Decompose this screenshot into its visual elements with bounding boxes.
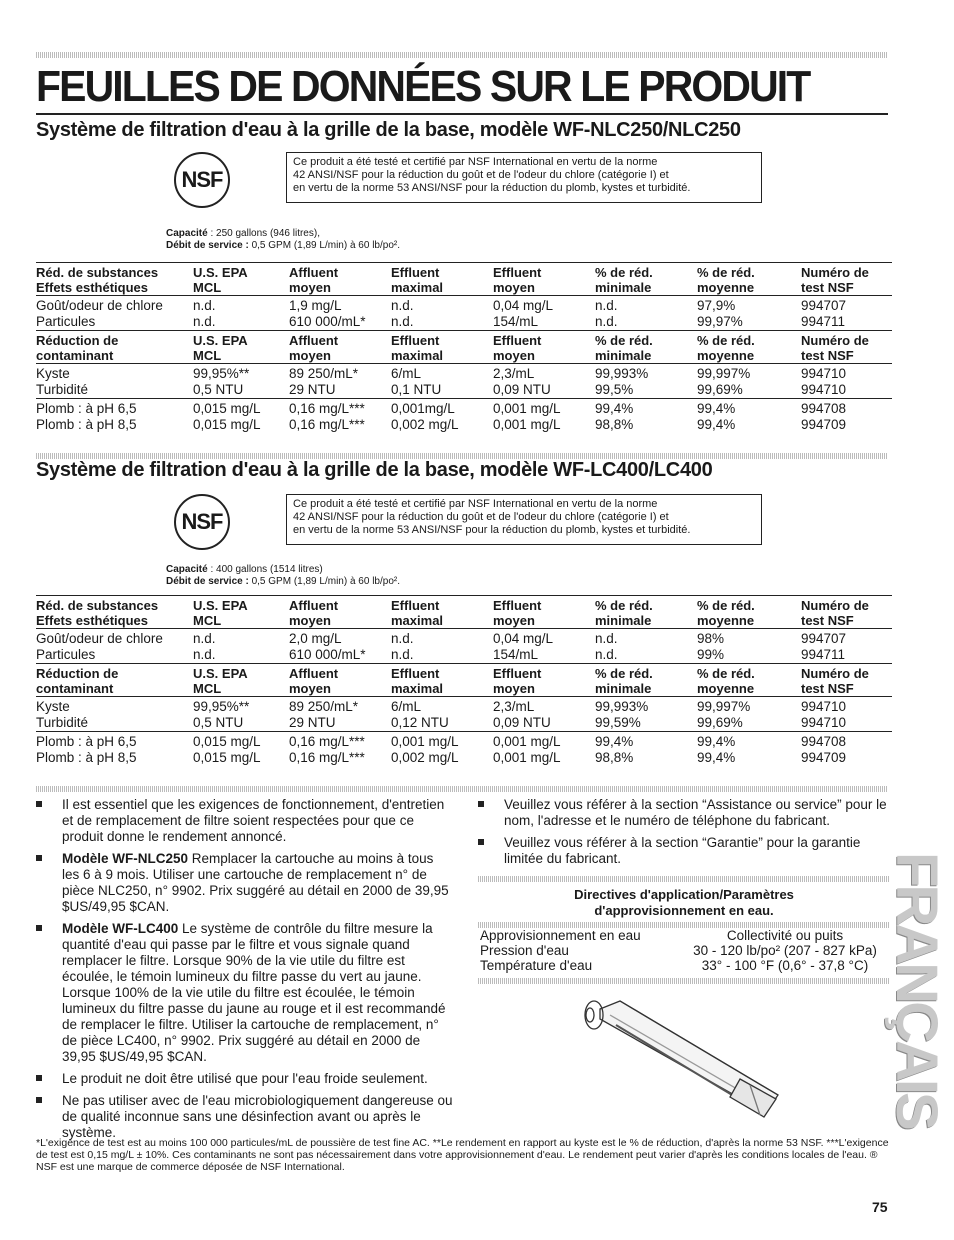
flow-label: Débit de service : (166, 240, 249, 251)
table-cell: Particules (36, 314, 96, 329)
nsf-certification-notice (286, 152, 762, 203)
table-cell: 0,001 mg/L (493, 732, 595, 751)
directive-value: 33° - 100 °F (0,6° - 37,8 °C) (701, 958, 869, 973)
capacity-value: : 250 gallons (946 litres), (207, 228, 320, 239)
table-cell: 0,001 mg/L (493, 399, 595, 418)
bullet-square-icon (36, 1097, 42, 1103)
table-end-hatch (36, 786, 888, 792)
table-cell: n.d. (193, 296, 289, 315)
notice-line: en vertu de la norme 53 ANSI/NSF pour la réduction du plomb, kystes et turbidité. (293, 524, 691, 536)
header-cell: Numéro de test NSF (801, 331, 892, 364)
nsf-logo (174, 152, 230, 208)
notice-line: Ce produit a été testé et certifié par NSF International en vertu de la norme (293, 156, 658, 168)
performance-table-nlc250 (36, 262, 892, 433)
table-row (36, 647, 892, 664)
header-cell: Numéro de test NSF (801, 263, 892, 296)
bullet-bold-lead: Modèle WF-NLC250 (62, 851, 189, 866)
table-row (36, 732, 892, 751)
table-cell: 0,015 mg/L (193, 732, 289, 751)
header-cell: Affluent moyen (289, 263, 391, 296)
bullet-text: Veuillez vous référer à la section “Garantie” pour la garantie limitée du fabricant. (504, 835, 861, 866)
table-row (36, 697, 892, 716)
table-cell: 99,4% (697, 417, 736, 432)
directives-table (480, 928, 890, 973)
table-row (36, 296, 892, 315)
table-cell: 994709 (801, 417, 847, 432)
directive-label: Pression d'eau (480, 943, 569, 958)
table-row (36, 715, 892, 732)
directives-title-line: d'approvisionnement en eau. (594, 903, 774, 918)
header-cell: % de réd. minimale (595, 664, 697, 697)
table-cell: 0,16 mg/L*** (289, 732, 391, 751)
header-cell: U.S. EPA MCL (193, 664, 289, 697)
header-cell: Réd. de substances Effets esthétiques (36, 263, 193, 296)
footnote: *L'exigence de test est au moins 100 000 particules/mL de poussière de test fine AC. **Le rendement en rapport au kyste est le % de réduction, d'après la norme 53 NSF. ***L'exigence de test est 0,15 mg/L ± 10%. Ces contaminants ne sont pas nécessairement dans votre approvisionnement d'eau. Le rendement peut varier d'après les conditions locales de l'eau. ® NSF est une marque de commerce déposée de NSF International. (36, 1137, 889, 1173)
table-cell: 99,95%** (193, 364, 289, 383)
table-cell: 99,997% (697, 697, 801, 716)
table-cell: 994707 (801, 629, 892, 648)
notice-line: Ce produit a été testé et certifié par NSF International en vertu de la norme (293, 498, 658, 510)
table-cell: n.d. (595, 647, 618, 662)
directive-label: Approvisionnement en eau (480, 928, 641, 943)
table-row (36, 364, 892, 383)
bullet-text: Le produit ne doit être utilisé que pour l'eau froide seulement. (62, 1071, 428, 1086)
table-cell: n.d. (391, 296, 493, 315)
table-cell: 6/mL (391, 364, 493, 383)
header-cell: % de réd. minimale (595, 596, 697, 629)
table-cell: 29 NTU (289, 382, 336, 397)
table-cell: n.d. (193, 647, 216, 662)
header-cell: Affluent moyen (289, 331, 391, 364)
table-cell: 994708 (801, 399, 892, 418)
capacity-info (166, 228, 400, 252)
table-cell: 0,09 NTU (493, 382, 551, 397)
table-header-row (36, 263, 892, 296)
table-cell: 0,002 mg/L (391, 750, 459, 765)
table-cell: Turbidité (36, 382, 89, 397)
bullet-item (36, 851, 454, 915)
notes-right-column (478, 797, 890, 873)
table-cell: 99,97% (697, 314, 743, 329)
bullet-item (36, 921, 454, 1065)
top-hatch-rule (36, 52, 888, 58)
table-cell: Particules (36, 647, 96, 662)
table-cell: Goût/odeur de chlore (36, 296, 193, 315)
table-cell: n.d. (391, 314, 414, 329)
header-cell: Effluent maximal (391, 263, 493, 296)
directives-title-line: Directives d'application/Paramètres (574, 887, 794, 902)
directive-row (480, 943, 890, 958)
nsf-certification-notice (286, 494, 762, 545)
table-row (36, 417, 892, 433)
header-cell: Effluent maximal (391, 331, 493, 364)
directive-value: 30 - 120 lb/po² (207 - 827 kPa) (693, 943, 877, 958)
table-row (36, 314, 892, 331)
header-cell: Effluent maximal (391, 596, 493, 629)
header-cell: % de réd. minimale (595, 263, 697, 296)
bullet-item (36, 1071, 454, 1087)
table-cell: n.d. (595, 629, 697, 648)
bullet-text: Veuillez vous référer à la section “Assistance ou service” pour le nom, l'adresse et le numéro de téléphone du fabricant. (504, 797, 887, 828)
table-cell: 0,5 NTU (193, 715, 244, 730)
table-cell: 0,04 mg/L (493, 296, 595, 315)
nsf-logo (174, 494, 230, 550)
table-cell: 0,001 mg/L (391, 732, 493, 751)
directive-value: Collectivité ou puits (726, 928, 844, 943)
table-cell: 0,001mg/L (391, 399, 493, 418)
bullet-text: Ne pas utiliser avec de l'eau microbiologiquement dangereuse ou de qualité inconnue sans une désinfection avant ou après le système. (62, 1093, 453, 1140)
table-cell: 99,5% (595, 382, 634, 397)
header-cell: Réduction de contaminant (36, 331, 193, 364)
header-cell: % de réd. moyenne (697, 263, 801, 296)
directive-row (480, 928, 890, 943)
table-cell: 98,8% (595, 750, 634, 765)
notice-line: en vertu de la norme 53 ANSI/NSF pour la réduction du plomb, kystes et turbidité. (293, 182, 691, 194)
section-title-lc400: Système de filtration d'eau à la grille de la base, modèle WF-LC400/LC400 (36, 459, 713, 481)
table-row (36, 399, 892, 418)
bullet-item (478, 797, 890, 829)
capacity-value: : 400 gallons (1514 litres) (207, 564, 323, 575)
header-cell: Effluent moyen (493, 664, 595, 697)
table-cell: 0,002 mg/L (391, 417, 459, 432)
table-row (36, 750, 892, 766)
header-cell: Numéro de test NSF (801, 596, 892, 629)
table-cell: 0,015 mg/L (193, 417, 261, 432)
table-cell: 154/mL (493, 314, 539, 329)
table-cell: n.d. (595, 314, 618, 329)
capacity-label: Capacité (166, 564, 208, 575)
table-cell: 98,8% (595, 417, 634, 432)
directives-top-hatch (478, 876, 890, 882)
header-cell: % de réd. moyenne (697, 331, 801, 364)
section-title-nlc250: Système de filtration d'eau à la grille de la base, modèle WF-NLC250/NLC250 (36, 119, 741, 141)
capacity-label: Capacité (166, 228, 208, 239)
table-cell: 0,16 mg/L*** (289, 399, 391, 418)
header-cell: Effluent maximal (391, 664, 493, 697)
table-cell: 994710 (801, 364, 892, 383)
header-cell: U.S. EPA MCL (193, 263, 289, 296)
table-cell: 2,0 mg/L (289, 629, 391, 648)
table-cell: n.d. (193, 629, 289, 648)
table-cell: 154/mL (493, 647, 539, 662)
directives-bottom-hatch (478, 978, 890, 984)
table-cell: 610 000/mL* (289, 647, 366, 662)
bullet-square-icon (36, 1075, 42, 1081)
capacity-info (166, 564, 400, 588)
bullet-square-icon (478, 801, 484, 807)
table-cell: 994710 (801, 697, 892, 716)
table-cell: 994708 (801, 732, 892, 751)
header-cell: Affluent moyen (289, 596, 391, 629)
notice-line: 42 ANSI/NSF pour la réduction du goût et de l'odeur du chlore (catégorie I) et (293, 511, 669, 523)
table-cell: 0,04 mg/L (493, 629, 595, 648)
table-cell: 99,4% (697, 732, 801, 751)
table-cell: n.d. (391, 629, 493, 648)
header-cell: Réduction de contaminant (36, 664, 193, 697)
table-cell: 99,59% (595, 715, 641, 730)
table-cell: 99,4% (697, 750, 736, 765)
table-cell: 89 250/mL* (289, 697, 391, 716)
table-cell: 2,3/mL (493, 697, 595, 716)
table-header-row (36, 596, 892, 629)
header-cell: Affluent moyen (289, 664, 391, 697)
table-cell: 994709 (801, 750, 847, 765)
table-cell: 99,997% (697, 364, 801, 383)
table-cell: 0,015 mg/L (193, 750, 261, 765)
table-cell: 994710 (801, 715, 847, 730)
nsf-logo-text: NSF (181, 509, 223, 534)
performance-table-lc400 (36, 595, 892, 766)
table-cell: 0,1 NTU (391, 382, 442, 397)
header-cell: % de réd. moyenne (697, 664, 801, 697)
table-cell: 0,16 mg/L*** (289, 750, 365, 765)
directives-title (478, 887, 890, 919)
notice-line: 42 ANSI/NSF pour la réduction du goût et de l'odeur du chlore (catégorie I) et (293, 169, 669, 181)
table-cell: 0,001 mg/L (493, 417, 561, 432)
page-number: 75 (872, 1199, 888, 1215)
table-cell: 99,993% (595, 364, 697, 383)
table-cell: 99% (697, 647, 725, 662)
table-cell: 99,4% (595, 399, 697, 418)
notes-left-column (36, 797, 454, 1147)
table-cell: 98% (697, 629, 801, 648)
table-cell: 99,4% (697, 399, 801, 418)
table-cell: 0,09 NTU (493, 715, 551, 730)
bullet-text: Remplacer la cartouche au moins à tous les 6 à 9 mois. Utiliser une cartouche de remplacement n° de pièce NLC250, n° 9902. Prix suggéré au détail en 2000 de 39,95 $US/49,95 $CAN. (62, 851, 449, 914)
table-cell: Turbidité (36, 715, 89, 730)
table-cell: 99,993% (595, 697, 697, 716)
table-cell: 0,12 NTU (391, 715, 449, 730)
table-header-row (36, 331, 892, 364)
table-cell: 610 000/mL* (289, 314, 366, 329)
table-cell: 0,16 mg/L*** (289, 417, 365, 432)
bullet-bold-lead: Modèle WF-LC400 (62, 921, 179, 936)
table-cell: 99,95%** (193, 697, 289, 716)
table-cell: 0,001 mg/L (493, 750, 561, 765)
header-cell: % de réd. minimale (595, 331, 697, 364)
table-cell: Goût/odeur de chlore (36, 629, 193, 648)
language-side-tab: FRANÇAIS (884, 852, 949, 1128)
table-cell: 99,69% (697, 382, 743, 397)
flow-label: Débit de service : (166, 576, 249, 587)
table-cell: 6/mL (391, 697, 493, 716)
table-cell: n.d. (391, 647, 414, 662)
table-cell: Kyste (36, 697, 193, 716)
header-cell: Réd. de substances Effets esthétiques (36, 596, 193, 629)
directive-label: Température d'eau (480, 958, 593, 973)
table-cell: Plomb : à pH 8,5 (36, 417, 137, 432)
filter-cartridge-illustration (580, 995, 790, 1125)
bullet-text: Il est essentiel que les exigences de fonctionnement, d'entretien et de remplacement de filtre soient respectées pour que ce produit donne le rendement annoncé. (62, 797, 445, 844)
table-cell: Plomb : à pH 8,5 (36, 750, 137, 765)
table-cell: Plomb : à pH 6,5 (36, 399, 193, 418)
table-cell: 1,9 mg/L (289, 296, 391, 315)
header-cell: Effluent moyen (493, 263, 595, 296)
table-cell: 994711 (801, 647, 846, 662)
header-cell: Numéro de test NSF (801, 664, 892, 697)
table-row (36, 382, 892, 399)
bullet-item (478, 835, 890, 867)
table-cell: n.d. (193, 314, 216, 329)
table-row (36, 629, 892, 648)
table-cell: 29 NTU (289, 715, 336, 730)
bullet-text: Le système de contrôle du filtre mesure la quantité d'eau qui passe par le filtre et vous signale quand remplacer le filtre. Lorsque 90% de la vie utile du filtre est écoulée, le témoin lumineux du filtre passe du vert au jaune. Lorsque 100% de la vie utile du filtre est écoulée, le témoin lumineux du filtre passe du jaune au rouge et il est recommandé de remplacer le filtre. Utiliser la cartouche de remplacement, n° de pièce LC400, n° 9902. Prix suggéré au détail en 2000 de 39,95 $US/49,95 $CAN. (62, 921, 446, 1064)
table-cell: Kyste (36, 364, 193, 383)
table-cell: 994707 (801, 296, 892, 315)
page-title: FEUILLES DE DONNÉES SUR LE PRODUIT (36, 62, 810, 111)
flow-value: 0,5 GPM (1,89 L/min) à 60 lb/po². (248, 240, 400, 251)
table-cell: 0,5 NTU (193, 382, 244, 397)
table-cell: 0,015 mg/L (193, 399, 289, 418)
table-cell: 97,9% (697, 296, 801, 315)
flow-value: 0,5 GPM (1,89 L/min) à 60 lb/po². (248, 576, 400, 587)
table-cell: 2,3/mL (493, 364, 595, 383)
title-rule (36, 113, 888, 115)
bullet-item (36, 797, 454, 845)
bullet-square-icon (36, 925, 42, 931)
table-cell: Plomb : à pH 6,5 (36, 732, 193, 751)
bullet-square-icon (36, 801, 42, 807)
directive-row (480, 958, 890, 973)
header-cell: Effluent moyen (493, 331, 595, 364)
bullet-item (36, 1093, 454, 1141)
bullet-square-icon (36, 855, 42, 861)
nsf-logo-text: NSF (181, 167, 223, 192)
table-cell: 994710 (801, 382, 847, 397)
table-header-row (36, 664, 892, 697)
header-cell: % de réd. moyenne (697, 596, 801, 629)
header-cell: U.S. EPA MCL (193, 596, 289, 629)
bullet-square-icon (478, 839, 484, 845)
table-cell: n.d. (595, 296, 697, 315)
table-cell: 99,4% (595, 732, 697, 751)
table-cell: 994711 (801, 314, 846, 329)
table-cell: 89 250/mL* (289, 364, 391, 383)
header-cell: Effluent moyen (493, 596, 595, 629)
table-cell: 99,69% (697, 715, 743, 730)
header-cell: U.S. EPA MCL (193, 331, 289, 364)
